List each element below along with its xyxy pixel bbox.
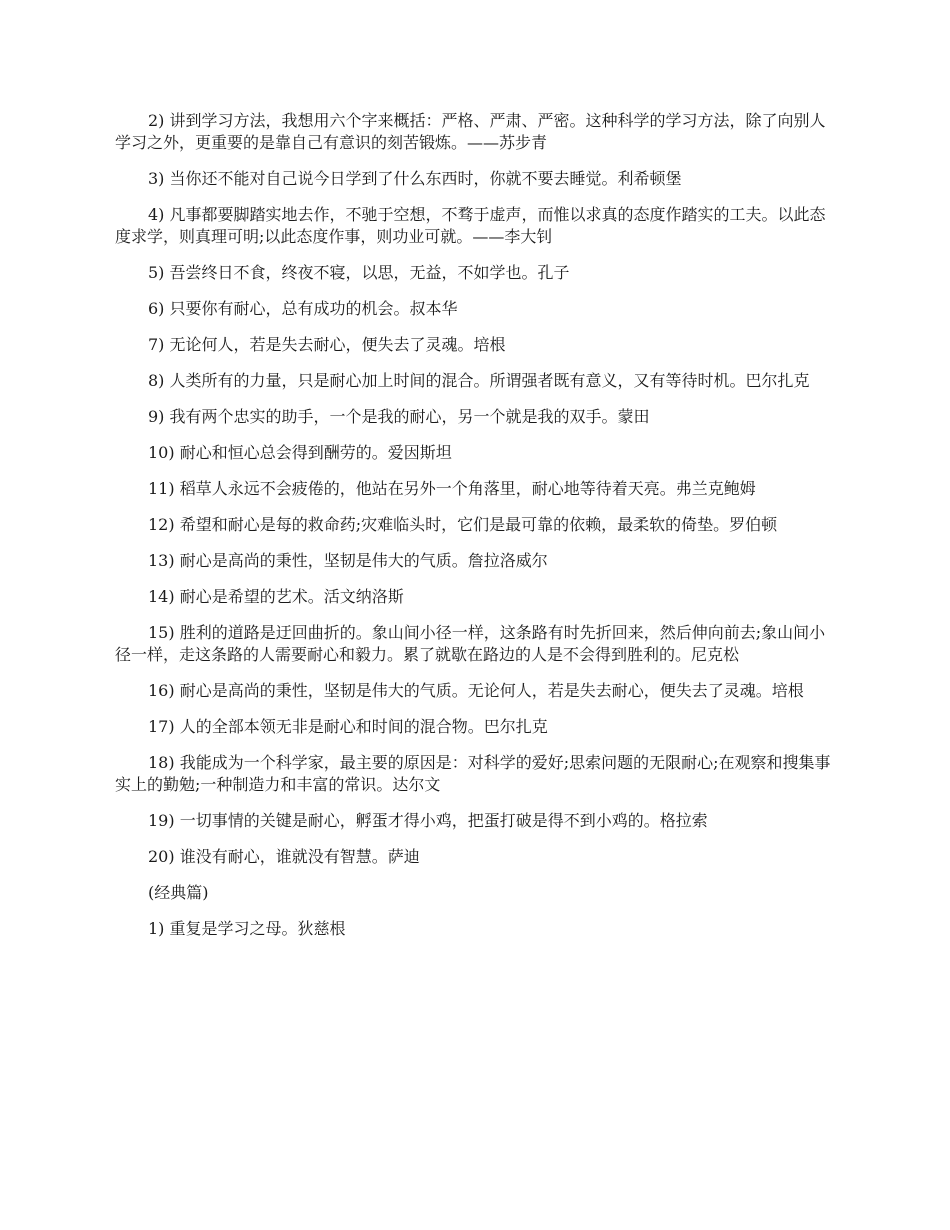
- quote-paragraph: 17) 人的全部本领无非是耐心和时间的混合物。巴尔扎克: [148, 717, 548, 736]
- quote-paragraph: 6) 只要你有耐心，总有成功的机会。叔本华: [148, 299, 458, 318]
- quote-paragraph: 9) 我有两个忠实的助手，一个是我的耐心，另一个就是我的双手。蒙田: [148, 407, 650, 426]
- quote-paragraph: 20) 谁没有耐心，谁就没有智慧。萨迪: [148, 847, 420, 866]
- quote-paragraph: 13) 耐心是高尚的秉性，坚韧是伟大的气质。詹拉洛威尔: [148, 551, 548, 570]
- quote-paragraph: 15) 胜利的道路是迂回曲折的。象山间小径一样，这条路有时先折回来，然后伸向前去;象山间小径一样，走这条路的人需要耐心和毅力。累了就歇在路边的人是不会得到胜利的。尼克松: [115, 623, 826, 664]
- quote-paragraph: 18) 我能成为一个科学家，最主要的原因是：对科学的爱好;思索问题的无限耐心;在观察和搜集事实上的勤勉;一种制造力和丰富的常识。达尔文: [115, 753, 831, 794]
- quote-paragraph: 3) 当你还不能对自己说今日学到了什么东西时，你就不要去睡觉。利希顿堡: [148, 169, 682, 188]
- quote-paragraph: 14) 耐心是希望的艺术。活文纳洛斯: [148, 587, 404, 606]
- quote-paragraph: 4) 凡事都要脚踏实地去作，不驰于空想，不骛于虚声，而惟以求真的态度作踏实的工夫。以此态度求学，则真理可明;以此态度作事，则功业可就。——李大钊: [115, 205, 826, 246]
- quote-paragraph: 8) 人类所有的力量，只是耐心加上时间的混合。所谓强者既有意义，又有等待时机。巴尔扎克: [148, 371, 810, 390]
- quote-paragraph: 1) 重复是学习之母。狄慈根: [148, 919, 346, 938]
- quote-paragraph: 12) 希望和耐心是每的救命药;灾难临头时，它们是最可靠的依赖，最柔软的倚垫。罗伯顿: [148, 515, 778, 534]
- quote-paragraph: 11) 稻草人永远不会疲倦的，他站在另外一个角落里，耐心地等待着天亮。弗兰克鲍姆: [148, 479, 756, 498]
- quote-paragraph: 16) 耐心是高尚的秉性，坚韧是伟大的气质。无论何人，若是失去耐心，便失去了灵魂。培根: [148, 681, 804, 700]
- document-page: [115, 110, 840, 954]
- section-heading: (经典篇): [148, 883, 209, 902]
- quote-paragraph: 5) 吾尝终日不食，终夜不寝，以思，无益，不如学也。孔子: [148, 263, 570, 282]
- quote-paragraph: 10) 耐心和恒心总会得到酬劳的。爱因斯坦: [148, 443, 452, 462]
- quote-paragraph: 19) 一切事情的关键是耐心，孵蛋才得小鸡，把蛋打破是得不到小鸡的。格拉索: [148, 811, 708, 830]
- quote-paragraph: 7) 无论何人，若是失去耐心，便失去了灵魂。培根: [148, 335, 506, 354]
- quote-paragraph: 2) 讲到学习方法，我想用六个字来概括：严格、严肃、严密。这种科学的学习方法，除了向别人学习之外，更重要的是靠自己有意识的刻苦锻炼。——苏步青: [115, 111, 826, 152]
